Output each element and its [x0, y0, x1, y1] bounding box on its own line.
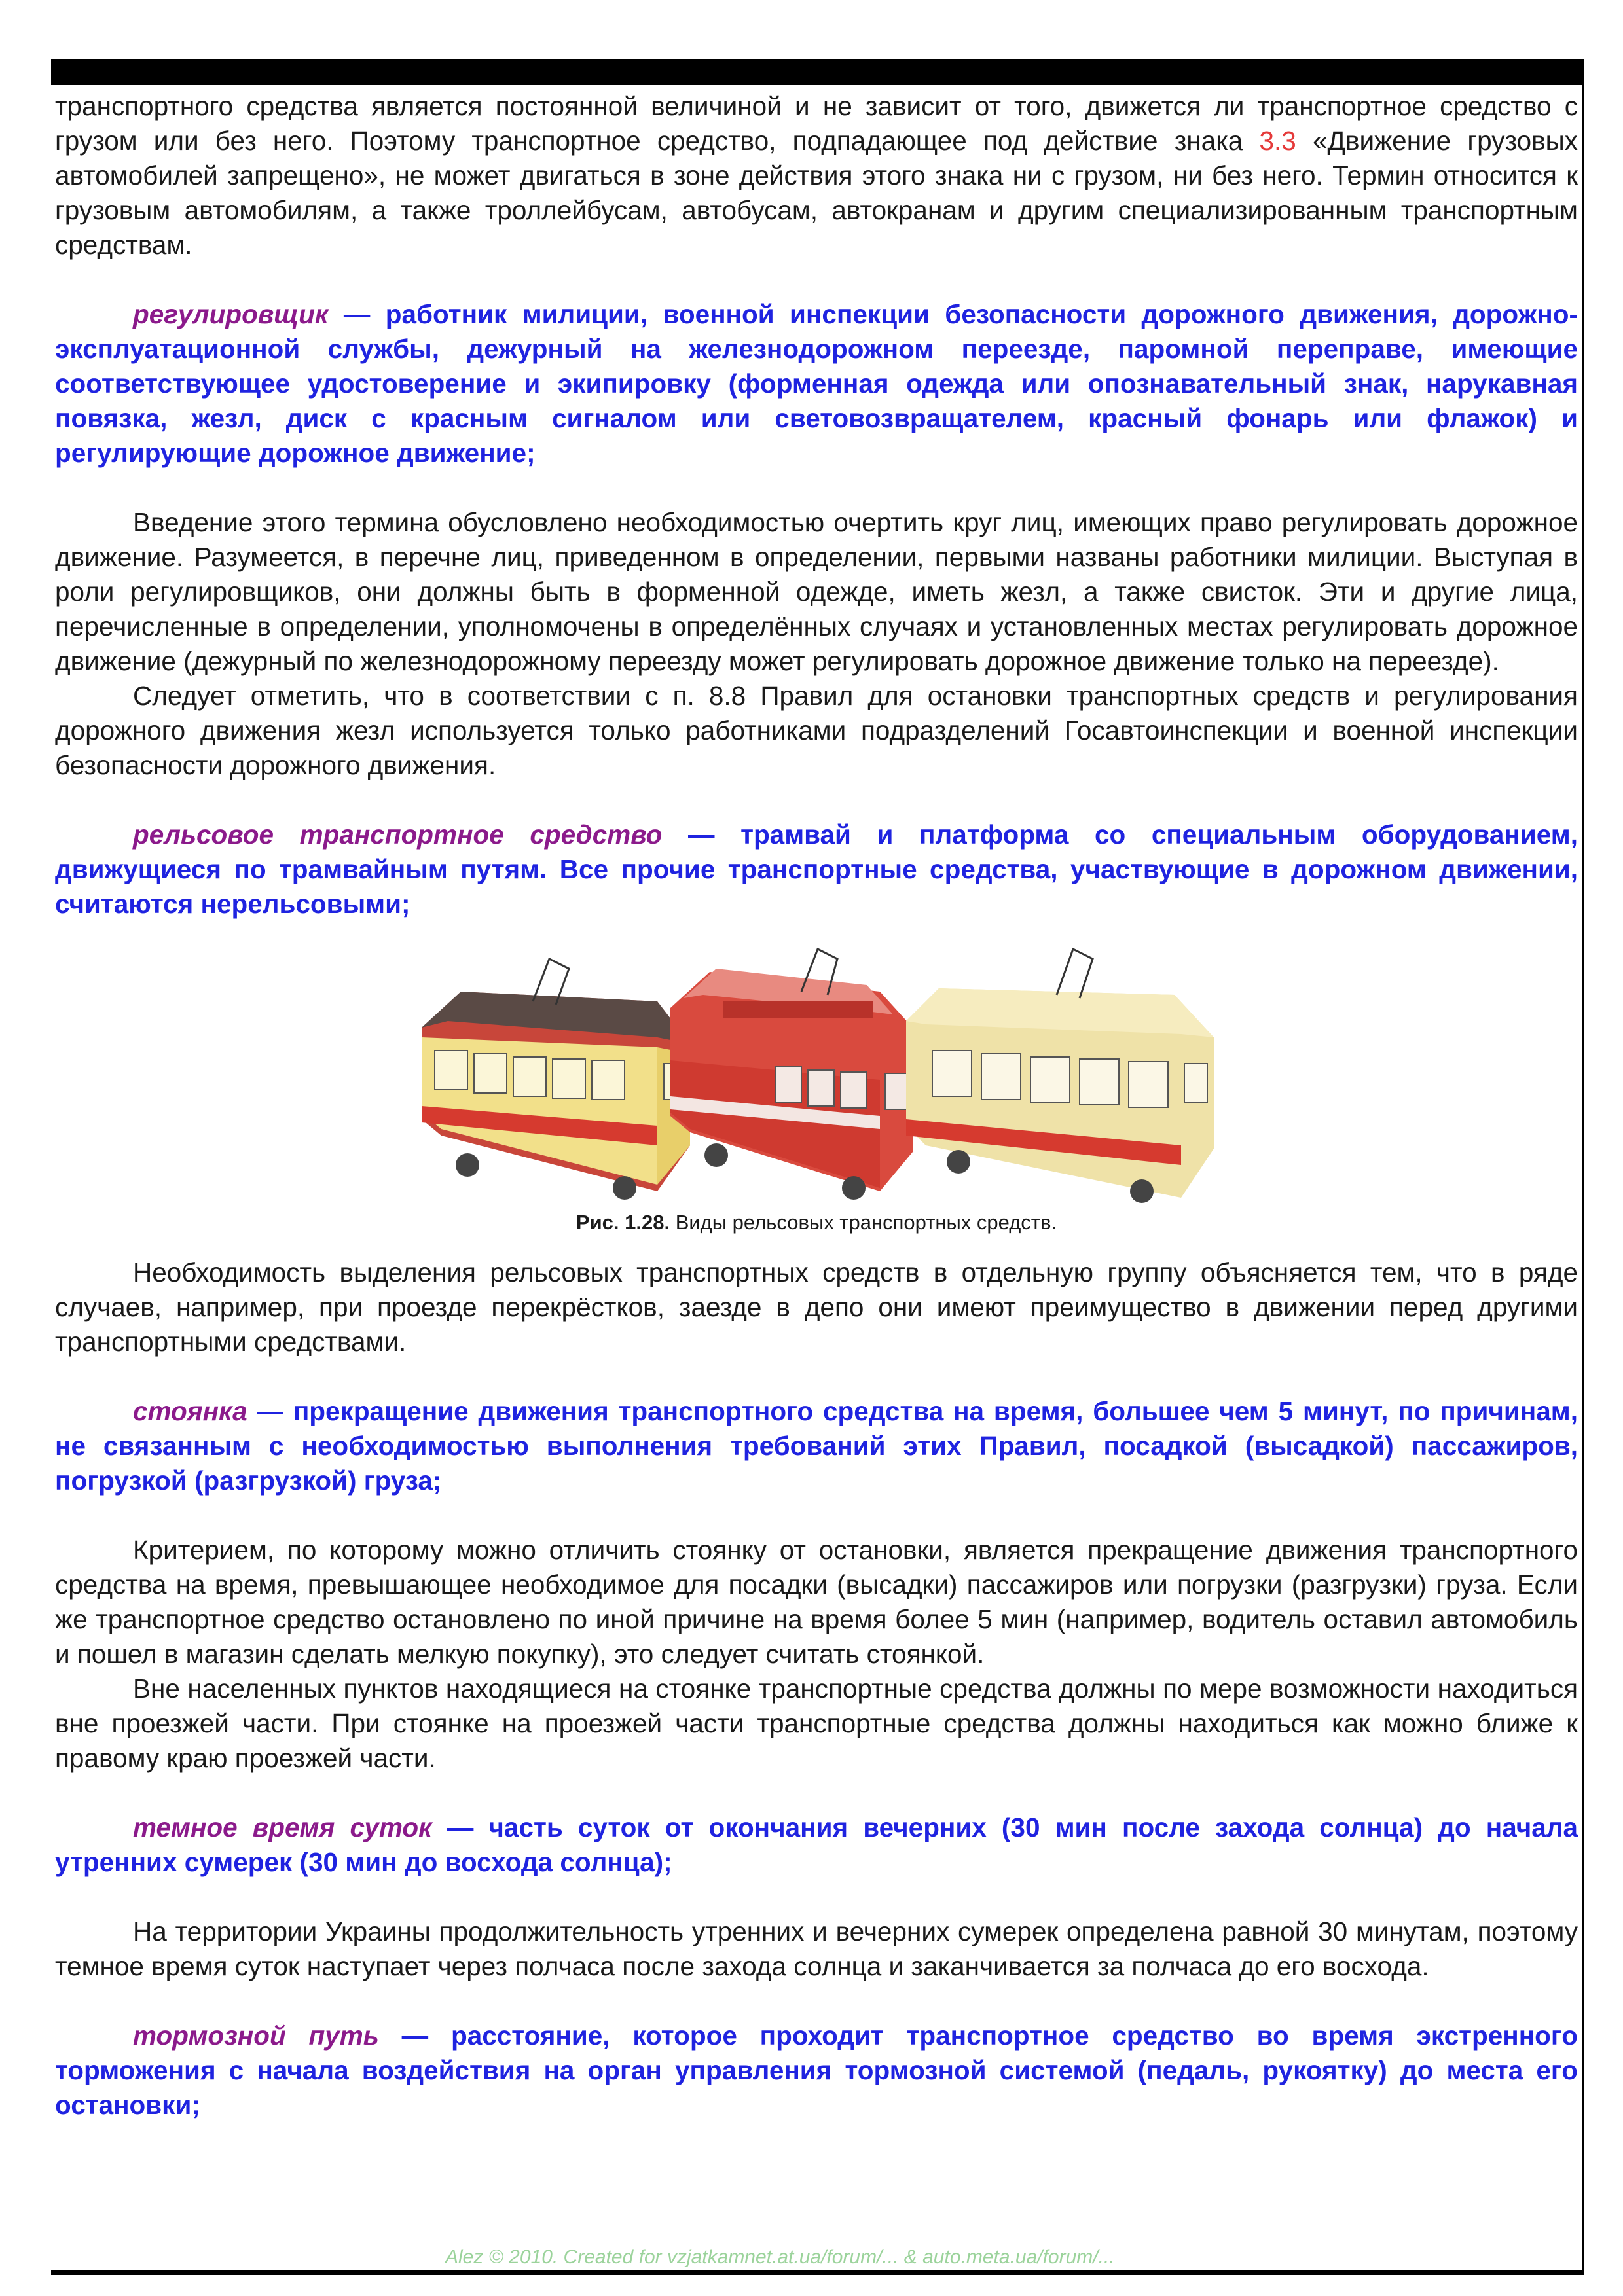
figure-caption: Рис. 1.28. Виды рельсовых транспортных средств.	[575, 1211, 1057, 1234]
tram-3-image	[906, 949, 1214, 1203]
right-margin-rule	[1582, 59, 1584, 2275]
term-parking: стоянка	[133, 1396, 247, 1426]
figure-label: Рис. 1.28.	[575, 1211, 670, 1234]
definition-traffic-controller: регулировщик — работник милиции, военной инспекции безопасности дорожного движения, дорожно-эксплуатационной службы, дежурный на железнодорожном переезде, паромной переправе, имеющие соответствующее удостоверение и экипировку (форменная одежда или опознавательный знак, нарукавная повязка, жезл, диск с красным сигналом или световозвращателем, красный фонарь или флажок) и регулирующие дорожное движение;	[55, 299, 1578, 468]
paragraph-intro: транспортного средства является постоянной величиной и не зависит от того, движется ли транспортное средство с грузом или без него. Поэтому транспортное средство, подпадающее под действие знака 3.3 «Движение грузовых автомобилей запрещено», не может двигаться в зоне действия этого знака ни с грузом, ни без него. Термин относится к грузовым автомобилям, а также троллейбусам, автобусам, автокранам и другим специализированным транспортным средствам.	[55, 91, 1578, 260]
footer-bar	[51, 2270, 1584, 2275]
figure-trams	[55, 929, 1578, 1204]
page-content	[55, 89, 1578, 2123]
term-rail-vehicle: рельсовое транспортное средство	[133, 819, 663, 850]
paragraph-rail-priority: Необходимость выделения рельсовых транспортных средств в отдельную группу объясняется тем, что в ряде случаев, например, при проезде перекрёстков, заезде в депо они имеют преимущество в движении перед другими транспортными средствами.	[55, 1257, 1578, 1357]
definition-parking: стоянка — прекращение движения транспортного средства на время, большее чем 5 минут, по причинам, не связанным с необходимостью выполнения требований этих Правил, посадкой (высадкой) пассажиров, погрузкой (разгрузкой) груза;	[55, 1396, 1578, 1496]
tram-2-image	[670, 949, 913, 1200]
tram-1-image	[422, 959, 690, 1200]
term-braking-distance: тормозной путь	[133, 2020, 379, 2051]
paragraph-parking-outside: Вне населенных пунктов находящиеся на стоянке транспортные средства должны по мере возможности находиться вне проезжей части. При стоянке на проезжей части транспортные средства должны находиться как можно ближе к правому краю проезжей части.	[55, 1674, 1578, 1773]
sign-reference-link[interactable]: 3.3	[1259, 126, 1296, 156]
paragraph-parking-criterion: Критерием, по которому можно отличить стоянку от остановки, является прекращение движения транспортного средства на время, превышающее необходимое для посадки (высадки) пассажиров или погрузки (разгрузки) груза. Если же транспортное средство остановлено по иной причине на время более 5 мин (например, водитель оставил автомобиль и пошел в магазин сделать мелкую покупку), это следует считать стоянкой.	[55, 1535, 1578, 1669]
watermark: Alez © 2010. Created for vzjatkamnet.at.ua/forum/... & auto.meta.ua/forum/...	[445, 2246, 1115, 2268]
header-bar	[51, 59, 1584, 85]
term-traffic-controller: регулировщик	[133, 299, 329, 329]
definition-braking-distance: тормозной путь — расстояние, которое проходит транспортное средство во время экстренного торможения с начала воздействия на орган управления тормозной системой (педаль, рукоятку) до места его остановки;	[55, 2020, 1578, 2120]
paragraph-controller-intro: Введение этого термина обусловлено необходимостью очертить круг лиц, имеющих право регулировать дорожное движение. Разумеется, в перечне лиц, приведенном в определении, первыми названы работники милиции. Выступая в роли регулировщиков, они должны быть в форменной одежде, иметь жезл, а также свисток. Эти и другие лица, перечисленные в определении, уполномочены в определённых случаях и установленных местах регулировать дорожное движение (дежурный по железнодорожному переезду может регулировать дорожное движение только на переезде).	[55, 507, 1578, 676]
term-dark-time: темное время суток	[133, 1812, 432, 1842]
paragraph-twilight: На территории Украины продолжительность утренних и вечерних сумерек определена равной 30 минутам, поэтому темное время суток наступает через полчаса после захода солнца и заканчивается за полчаса до его восхода.	[55, 1916, 1578, 1981]
trams-illustration	[409, 929, 1260, 1204]
definition-dark-time: темное время суток — часть суток от окончания вечерних (30 мин после захода солнца) до начала утренних сумерек (30 мин до восхода солнца);	[55, 1812, 1578, 1877]
definition-rail-vehicle: рельсовое транспортное средство — трамвай и платформа со специальным оборудованием, движущиеся по трамвайным путям. Все прочие транспортные средства, участвующие в дорожном движении, считаются нерельсовыми;	[55, 819, 1578, 919]
paragraph-controller-note: Следует отметить, что в соответствии с п. 8.8 Правил для остановки транспортных средств и регулирования дорожного движения жезл используется только работниками подразделений Госавтоинспекции и военной инспекции безопасности дорожного движения.	[55, 681, 1578, 780]
